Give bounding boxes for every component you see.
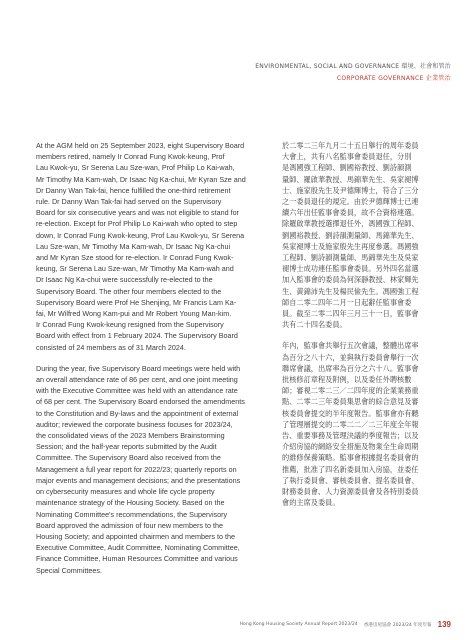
- page-number: 139: [437, 620, 451, 629]
- english-paragraph-agm: At the AGM held on 25 September 2023, eight Supervisory Board members retired, namely Ir Conrad Fung Kwok-keung, Prof Lau Kwok-yu, Sr Serena Lau Sze-wan, Prof Philip Lo Kai-wah, Mr Timothy Ma Kam-wah, Dr Isaac Ng Ka-chui, Mr Kyran Sze and Dr Danny Wan Tak-fai, hence fulfilled the one-third retirement rule. Dr Danny Wan Tak-fai had served on the Supervisory Board for six consecutive years and was not eligible to stand for re-election. Except for Prof Philip Lo Kai-wah who opted to step down, Ir Conrad Fung Kwok-keung, Prof Lau Kwok-yu, Sr Serena Lau Sze-wan, Mr Timothy Ma Kam-wah, Dr Isaac Ng Ka-chui and Mr Kyran Sze stood for re-election. Ir Conrad Fung Kwok- keung, Sr Serena Lau Sze-wan, Mr Timothy Ma Kam-wah and Dr Isaac Ng Ka-chui were successfully re-elected to the Supervisory Board. The other four members elected to the Supervisory Board were Prof He Shenjing, Mr Francis Lam Ka- fai, Mr Wilfred Wong Kam-pui and Mr Robert Young Man-kim. Ir Conrad Fung Kwok-keung resigned from the Supervisory Board with effect from 1 February 2024. The Supervisory Board consisted of 24 members as of 31 March 2024.: [36, 141, 246, 352]
- footer-report-title-en: Hong Kong Housing Society Annual Report 2023/24: [239, 622, 358, 627]
- english-column: [36, 140, 274, 576]
- section-header: ENVIRONMENTAL, SOCIAL AND GOVERNANCE 環境、社會和管治: [255, 63, 451, 70]
- chinese-paragraph-agm: 於二零二三年九月二十五日舉行的周年委員 大會上，共有八名監事會委員退任，分別 是馮國強工程師、劉國裕教授、劉詩韻測 量師、羅啟華教授、馬錦華先生、吳家褪博 士、施家殷先生及尹德輝博士，符合了三分 之一委員退任的規定。由於尹德輝博士已連 續六年出任監事會委員，故不合資格連選。 除羅啟華教授選擇退任外，馮國強工程師、 劉國裕教授、劉詩韻測量師、馬錦華先生、 吳家褪博士及施家殷先生再度參選。馮國強 工程師、劉詩韻測量師、馬錦華先生及吳家 褪博士成功連任監事會委員。另外四名當選 加入監事會的委員為何深靜教授、林家輝先 生、黃錦沛先生及楊民儉先生。馮國強工程 師自二零二四年二月一日起辭任監事會委 員。截至二零二四年三月三十一日，監事會 共有二十四名委員。: [282, 141, 419, 330]
- chinese-paragraph-meetings: 年內，監事會共舉行五次會議，整體出席率 為百分之八十六，並與執行委員會舉行一次 聯席會議，出席率為百分之六十八。監事會 批核修訂章程及附例，以及委任外聘核數 師；審視二零二三／二四年度的企業業務重 點、二零二三年委員集思會的綜合意見及審 核委員會提交的半年度報告。監事會亦有聽 了管理層提交的二零二二／二三年度全年報 告、重要事務及管理決議的季度報告；以及 介紹房協的網絡安全措施及物業全生命周期 的維修保養策略。監事會根據提名委員會的 推薦，批准了四名新委員加入房協，並委任 了執行委員會、審核委員會、提名委員會、 財務委員會、人力資源委員會及各特別委員 會的主席及委員。: [282, 341, 419, 508]
- page-footer: [240, 620, 451, 629]
- english-paragraph-meetings: During the year, five Supervisory Board meetings were held with an overall attendance rate of 86 per cent, and one joint meeting with the Executive Committee was held with an attendance rate of 68 per cent. The Supervisory Board endorsed the amendments to the Constitution and By-laws and the appointment of external auditor; reviewed the corporate business focuses for 2023/24, the consolidated views of the 2023 Members Brainstorming Session; and the half-year reports submitted by the Audit Committee. The Supervisory Board also received from the Management a full year report for 2022/23; quarterly reports on major events and management decisions; and the presentations on cybersecurity measures and whole life cycle property maintenance strategy of the Housing Society. Based on the Nominating Committee's recommendations, the Supervisory Board approved the admission of four new members to the Housing Society; and appointed chairmen and members to the Executive Committee, Audit Committee, Nominating Committee, Finance Committee, Human Resources Committee and various Special Committees.: [36, 363, 245, 575]
- footer-report-title-zh: 香港房屋協會 2023/24 年度年報: [363, 622, 432, 628]
- chinese-column: [282, 140, 436, 509]
- subsection-header: CORPORATE GOVERNANCE 企業管治: [336, 75, 451, 82]
